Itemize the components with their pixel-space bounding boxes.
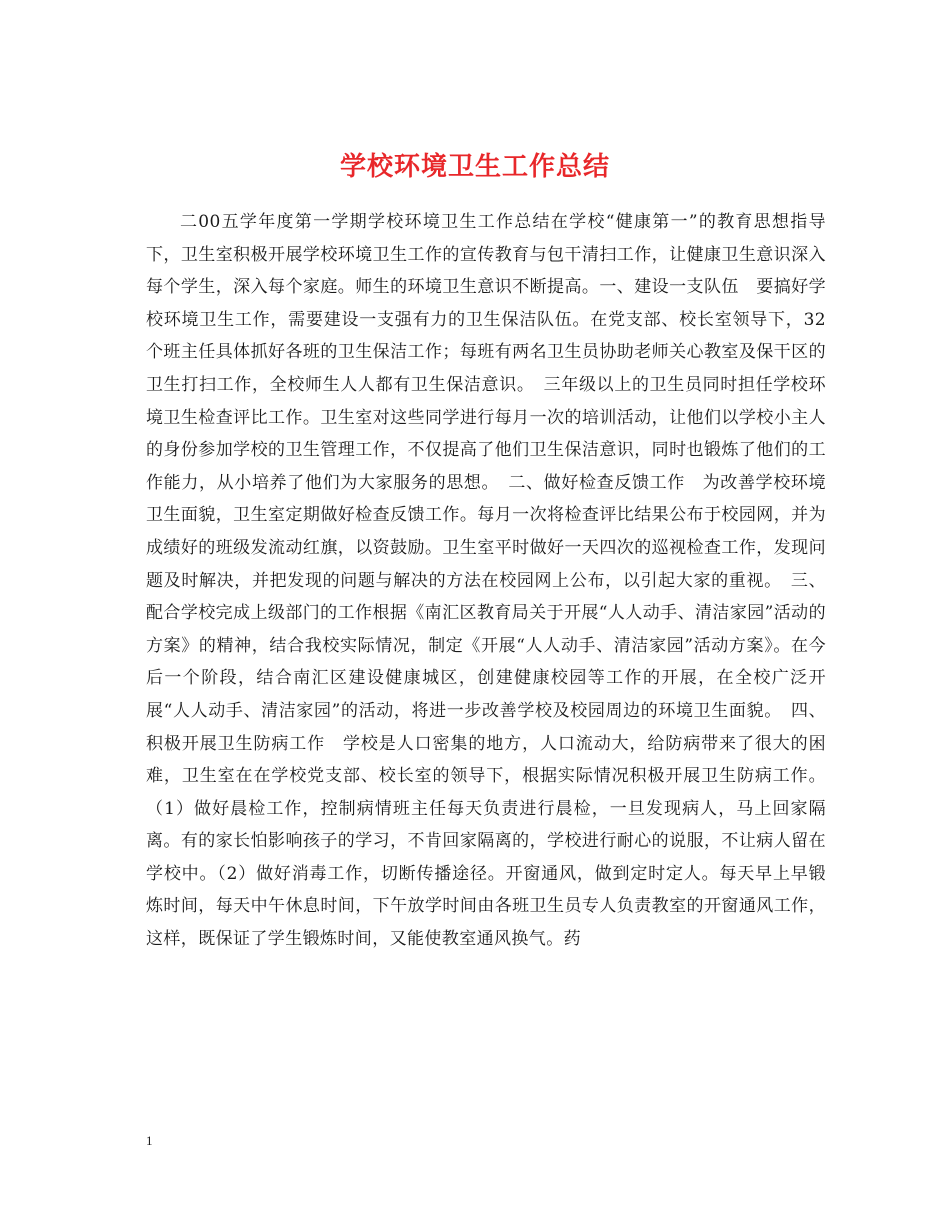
document-title: 学校环境卫生工作总结 [339,152,610,183]
page-number: 1 [146,1133,153,1148]
document-body: 二00五学年度第一学期学校环境卫生工作总结在学校“健康第一”的教育思想指导下，卫生室积极开展学校环境卫生工作的宣传教育与包干清扫工作，让健康卫生意识深入每个学生，深入每个家庭。师生的环境卫生意识不断提高。一、建设一支队伍 要搞好学校环境卫生工作，需要建设一支强有力的卫生保洁队伍。在党支部、校长室领导下，32个班主任具体抓好各班的卫生保洁工作；每班有两名卫生员协助老师关心教室及保干区的卫生打扫工作，全校师生人人都有卫生保洁意识。 三年级以上的卫生员同时担任学校环境卫生检查评比工作。卫生室对这些同学进行每月一次的培训活动，让他们以学校小主人的身份参加学校的卫生管理工作，不仅提高了他们卫生保洁意识，同时也锻炼了他们的工作能力，从小培养了他们为大家服务的思想。 二、做好检查反馈工作 为改善学校环境卫生面貌，卫生室定期做好检查反馈工作。每月一次将检查评比结果公布于校园网，并为成绩好的班级发流动红旗，以资鼓励。卫生室平时做好一天四次的巡视检查工作，发现问题及时解决，并把发现的问题与解决的方法在校园网上公布，以引起大家的重视。 三、配合学校完成上级部门的工作根据《南汇区教育局关于开展“人人动手、清洁家园”活动的方案》的精神，结合我校实际情况，制定《开展“人人动手、清洁家园”活动方案》。在今后一个阶段，结合南汇区建设健康城区，创建健康校园等工作的开展，在全校广泛开展“人人动手、清洁家园”的活动，将进一步改善学校及校园周边的环境卫生面貌。 四、积极开展卫生防病工作 学校是人口密集的地方，人口流动大，给防病带来了很大的困难，卫生室在在学校党支部、校长室的领导下，根据实际情况积极开展卫生防病工作。（1）做好晨检工作，控制病情班主任每天负责进行晨检，一旦发现病人，马上回家隔离。有的家长怕影响孩子的学习，不肯回家隔离的，学校进行耐心的说服，不让病人留在学校中。（2）做好消毒工作，切断传播途径。开窗通风，做到定时定人。每天早上早锻炼时间，每天中午休息时间，下午放学时间由各班卫生员专人负责教室的开窗通风工作，这样，既保证了学生锻炼时间，又能使教室通风换气。药 [146,212,826,950]
